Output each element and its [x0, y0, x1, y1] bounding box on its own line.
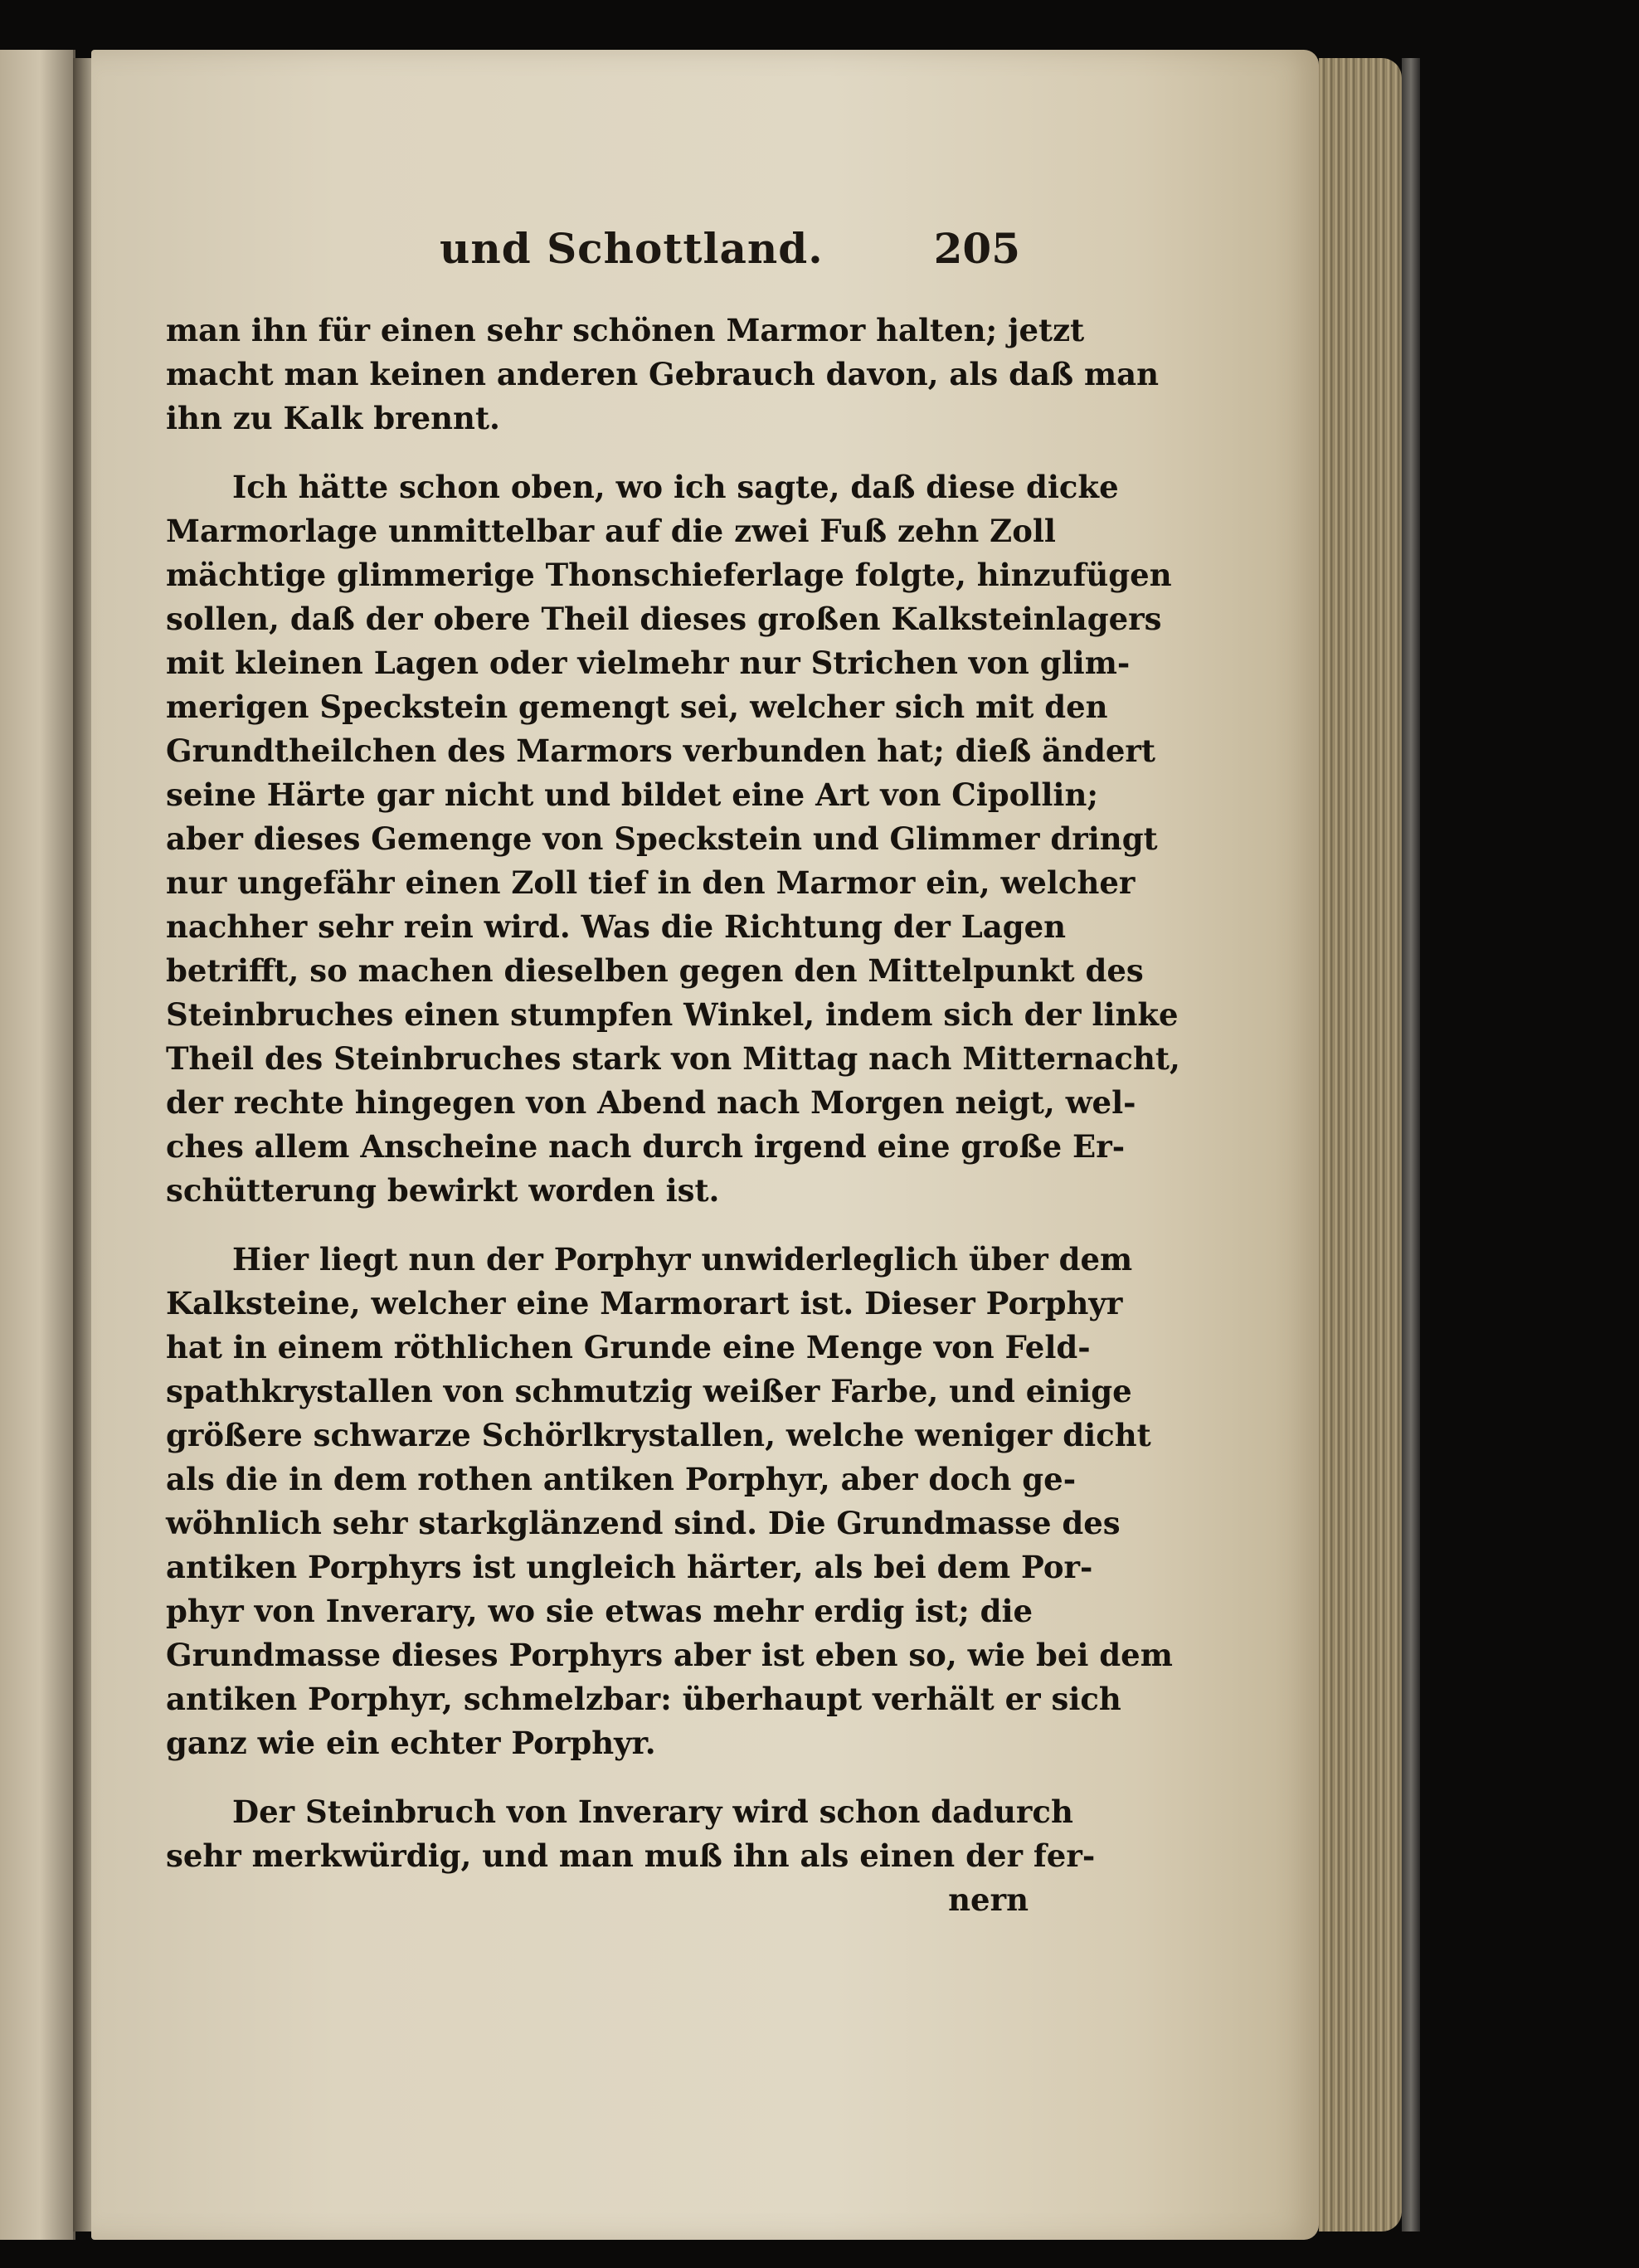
paragraph-2: [166, 465, 1180, 1213]
text-line: sehr merkwürdig, und man muß ihn als einen der fer-: [166, 1837, 1096, 1874]
body-text: [166, 309, 1180, 1922]
text-line: Ich hätte schon oben, wo ich sagte, daß diese dicke: [232, 469, 1119, 505]
text-line: aber dieses Gemenge von Speckstein und Glimmer dringt: [166, 820, 1158, 857]
text-line: ches allem Anscheine nach durch irgend eine große Er-: [166, 1128, 1126, 1165]
paragraph-1: [166, 309, 1159, 440]
text-line: ihn zu Kalk brennt.: [166, 400, 500, 436]
book-gutter: [73, 58, 91, 2231]
catchword: nern: [948, 1881, 1029, 1918]
text-line: Theil des Steinbruches stark von Mittag nach Mitternacht,: [166, 1040, 1180, 1077]
text-line: Der Steinbruch von Inverary wird schon dadurch: [232, 1793, 1073, 1830]
text-line: Marmorlage unmittelbar auf die zwei Fuß zehn Zoll: [166, 513, 1056, 549]
text-line: Grundtheilchen des Marmors verbunden hat; dieß ändert: [166, 732, 1155, 769]
text-line: nur ungefähr einen Zoll tief in den Marmor ein, welcher: [166, 864, 1136, 901]
text-line: macht man keinen anderen Gebrauch davon, als daß man: [166, 356, 1159, 392]
text-line: sollen, daß der obere Theil dieses großen Kalksteinlagers: [166, 601, 1162, 637]
text-line: nachher sehr rein wird. Was die Richtung der Lagen: [166, 908, 1067, 945]
text-line: mächtige glimmerige Thonschieferlage folgte, hinzufügen: [166, 557, 1172, 593]
page-number: 205: [933, 224, 1020, 273]
text-line: schütterung bewirkt worden ist.: [166, 1172, 720, 1209]
text-line: merigen Speckstein gemengt sei, welcher sich mit den: [166, 689, 1108, 725]
left-page-edge: [0, 50, 75, 2240]
paragraph-3: [166, 1238, 1173, 1765]
text-line: hat in einem röthlichen Grunde eine Menge von Feld-: [166, 1329, 1091, 1365]
text-line: spathkrystallen von schmutzig weißer Farbe, und einige: [166, 1373, 1132, 1409]
page-edges: [1319, 58, 1402, 2231]
text-line: mit kleinen Lagen oder vielmehr nur Strichen von glim-: [166, 645, 1131, 681]
text-line: seine Härte gar nicht und bildet eine Art von Cipollin;: [166, 776, 1099, 813]
running-head: und Schottland.: [440, 224, 824, 273]
text-line: betrifft, so machen dieselben gegen den Mittelpunkt des: [166, 952, 1144, 989]
text-line: Kalksteine, welcher eine Marmorart ist. Dieser Porphyr: [166, 1285, 1123, 1321]
text-line: der rechte hingegen von Abend nach Morgen neigt, wel-: [166, 1084, 1136, 1121]
paragraph-4: [166, 1790, 1096, 1878]
text-line: größere schwarze Schörlkrystallen, welche weniger dicht: [166, 1417, 1151, 1453]
text-line: Hier liegt nun der Porphyr unwiderleglich über dem: [232, 1241, 1133, 1278]
text-line: antiken Porphyrs ist ungleich härter, als bei dem Por-: [166, 1549, 1093, 1585]
text-line: phyr von Inverary, wo sie etwas mehr erdig ist; die: [166, 1593, 1033, 1629]
text-line: ganz wie ein echter Porphyr.: [166, 1725, 656, 1761]
text-line: Grundmasse dieses Porphyrs aber ist eben so, wie bei dem: [166, 1637, 1173, 1673]
text-line: man ihn für einen sehr schönen Marmor halten; jetzt: [166, 312, 1085, 348]
text-line: als die in dem rothen antiken Porphyr, aber doch ge-: [166, 1461, 1077, 1497]
text-line: antiken Porphyr, schmelzbar: überhaupt verhält er sich: [166, 1681, 1121, 1717]
text-line: Steinbruches einen stumpfen Winkel, indem sich der linke: [166, 996, 1179, 1033]
text-line: wöhnlich sehr starkglänzend sind. Die Grundmasse des: [166, 1505, 1121, 1541]
book-cover-edge: [1402, 58, 1420, 2231]
page-header: [174, 224, 1020, 290]
